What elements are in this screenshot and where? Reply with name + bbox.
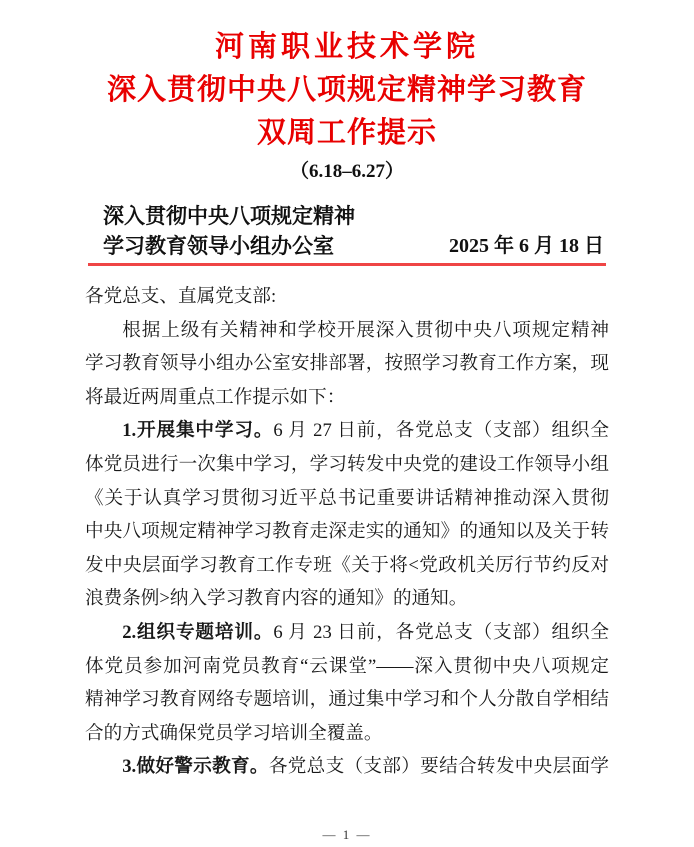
body-line-text: 6 月 27 日前，各党总支（支部）组织全 xyxy=(273,420,609,442)
title-line-3: 双周工作提示 xyxy=(256,117,437,149)
body-line-text: 发中央层面学习教育工作专班《关于将<党政机关厉行节约反对 xyxy=(85,554,609,576)
issue-date: 2025 年 6 月 18 日 xyxy=(449,235,604,257)
body-line xyxy=(85,381,609,415)
paragraph-lead: 2.组织专题培训。 xyxy=(122,621,274,643)
document-header xyxy=(85,201,606,261)
body-line-text: 学习教育领导小组办公室安排部署，按照学习教育工作方案，现 xyxy=(85,353,609,375)
body-line xyxy=(85,750,609,784)
body-line xyxy=(85,650,609,684)
body-line-text: 精神学习教育网络专题培训，通过集中学习和个人分散自学相结 xyxy=(85,689,609,711)
body-line-text: 各党总支（支部）要结合转发中央层面学 xyxy=(268,756,609,778)
issuing-office-line-1: 深入贯彻中央八项规定精神 xyxy=(103,204,355,228)
body-line xyxy=(85,314,609,348)
body-line-text: 根据上级有关精神和学校开展深入贯彻中央八项规定精神 xyxy=(122,319,609,341)
body-line-text: 体党员参加河南党员教育“云课堂”——深入贯彻中央八项规定 xyxy=(85,655,609,677)
body-line xyxy=(85,482,609,516)
body-line xyxy=(85,280,609,314)
title-line-2: 深入贯彻中央八项规定精神学习教育 xyxy=(106,74,587,106)
body-line-text: 将最近两周重点工作提示如下： xyxy=(85,386,346,408)
body-line xyxy=(85,515,609,549)
body-line xyxy=(85,448,609,482)
body-line-text: 浪费条例>纳入学习教育内容的通知》的通知。 xyxy=(85,588,468,610)
body-line-text: 6 月 23 日前，各党总支（支部）组织全 xyxy=(273,621,609,643)
title-line-1: 河南职业技术学院 xyxy=(214,31,479,63)
body-line xyxy=(85,414,609,448)
header-divider xyxy=(88,263,606,266)
body-line xyxy=(85,549,609,583)
issuing-office xyxy=(85,201,355,261)
body-line-text: 中央八项规定精神学习教育走深走实的通知》的通知以及关于转 xyxy=(85,521,609,543)
body-line xyxy=(85,683,609,717)
body-line-text: 体党员进行一次集中学习，学习转发中央党的建设工作领导小组 xyxy=(85,453,609,475)
document-title xyxy=(0,26,694,155)
page-number: — 1 — xyxy=(322,827,372,842)
body-line-text: 各党总支、直属党支部: xyxy=(85,286,277,307)
body-line-text: 《关于认真学习贯彻习近平总书记重要讲话精神推动深入贯彻 xyxy=(85,487,609,509)
paragraph-lead: 1.开展集中学习。 xyxy=(122,420,274,442)
body-line xyxy=(85,717,609,751)
body-line-text: 合的方式确保党员学习培训全覆盖。 xyxy=(85,722,383,744)
body-line xyxy=(85,582,609,616)
body-line xyxy=(85,616,609,650)
date-range: （6.18–6.27） xyxy=(289,161,404,182)
paragraph-lead: 3.做好警示教育。 xyxy=(122,756,269,778)
body-line xyxy=(85,347,609,381)
body-paragraphs xyxy=(85,280,609,784)
issuing-office-line-2: 学习教育领导小组办公室 xyxy=(103,234,334,258)
